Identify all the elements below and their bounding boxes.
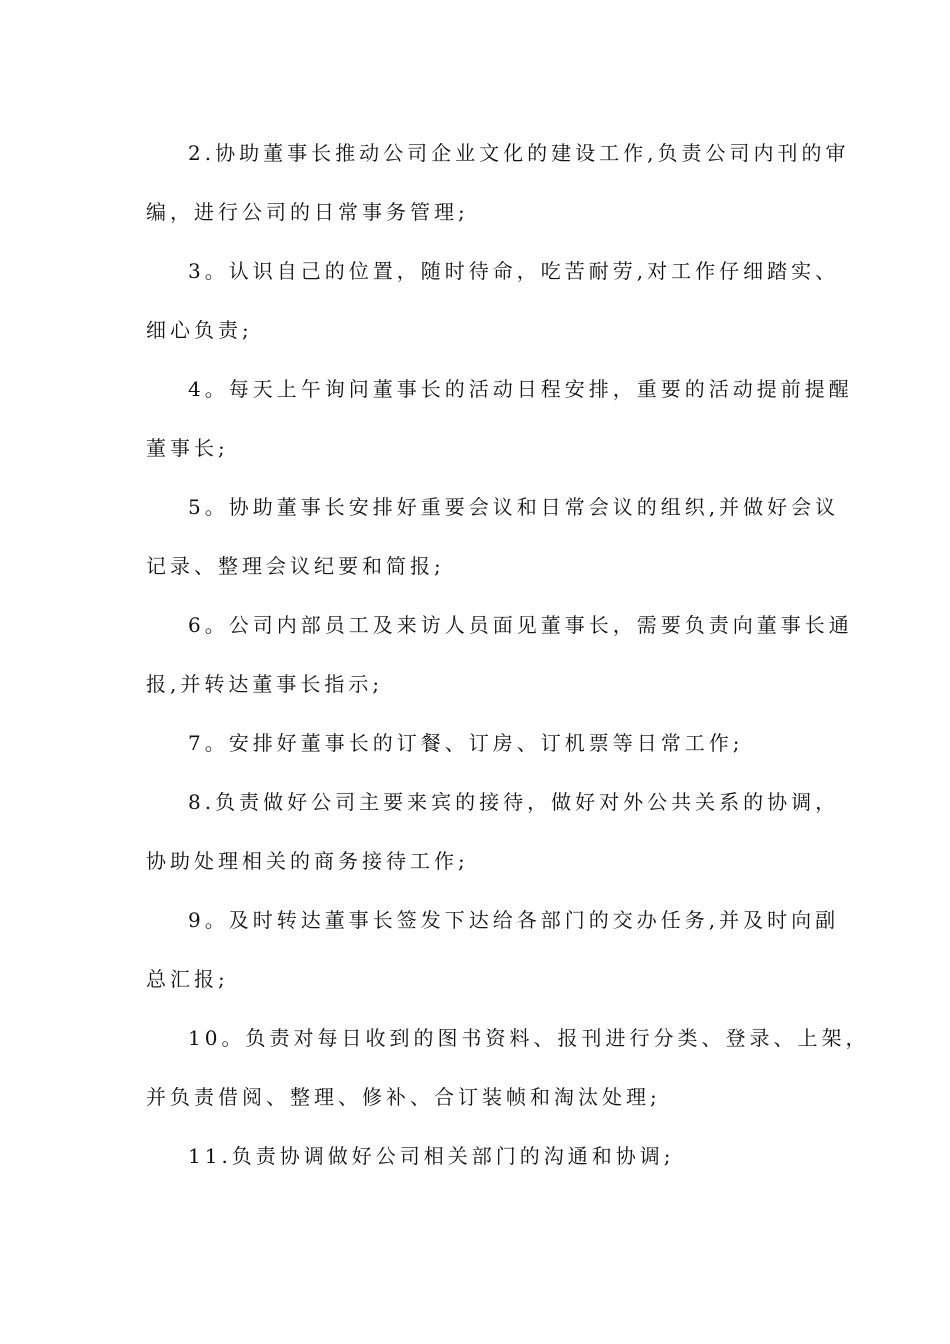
item-10-line-2: 并负责借阅、整理、修补、合订装帧和淘汰处理;	[146, 1085, 661, 1109]
item-2-line-2: 编，进行公司的日常事务管理;	[146, 200, 469, 224]
item-4-line-1: 4。每天上午询问董事长的活动日程安排，重要的活动提前提醒	[188, 377, 853, 401]
item-9-line-2: 总汇报;	[146, 967, 229, 991]
item-6-line-1: 6。公司内部员工及来访人员面见董事长，需要负责向董事长通	[188, 613, 853, 637]
item-9-line-1: 9。及时转达董事长签发下达给各部门的交办任务,并及时向副	[188, 908, 840, 932]
item-3-line-1: 3。认识自己的位置，随时待命，吃苦耐劳,对工作仔细踏实、	[188, 259, 840, 283]
item-11-line-1: 11.负责协调做好公司相关部门的沟通和协调;	[188, 1144, 675, 1168]
item-6-line-2: 报,并转达董事长指示;	[146, 672, 384, 696]
item-8-line-2: 协助处理相关的商务接待工作;	[146, 849, 469, 873]
item-2-line-1: 2.协助董事长推动公司企业文化的建设工作,负责公司内刊的审	[188, 141, 850, 165]
item-8-line-1: 8.负责做好公司主要来宾的接待，做好对外公共关系的协调，	[188, 790, 840, 814]
item-5-line-2: 记录、整理会议纪要和简报;	[146, 554, 445, 578]
item-5-line-1: 5。协助董事长安排好重要会议和日常会议的组织,并做好会议	[188, 495, 840, 519]
item-10-line-1: 10。负责对每日收到的图书资料、报刊进行分类、登录、上架，	[188, 1026, 870, 1050]
item-3-line-2: 细心负责;	[146, 318, 253, 342]
item-4-line-2: 董事长;	[146, 436, 229, 460]
item-7-line-1: 7。安排好董事长的订餐、订房、订机票等日常工作;	[188, 731, 744, 755]
